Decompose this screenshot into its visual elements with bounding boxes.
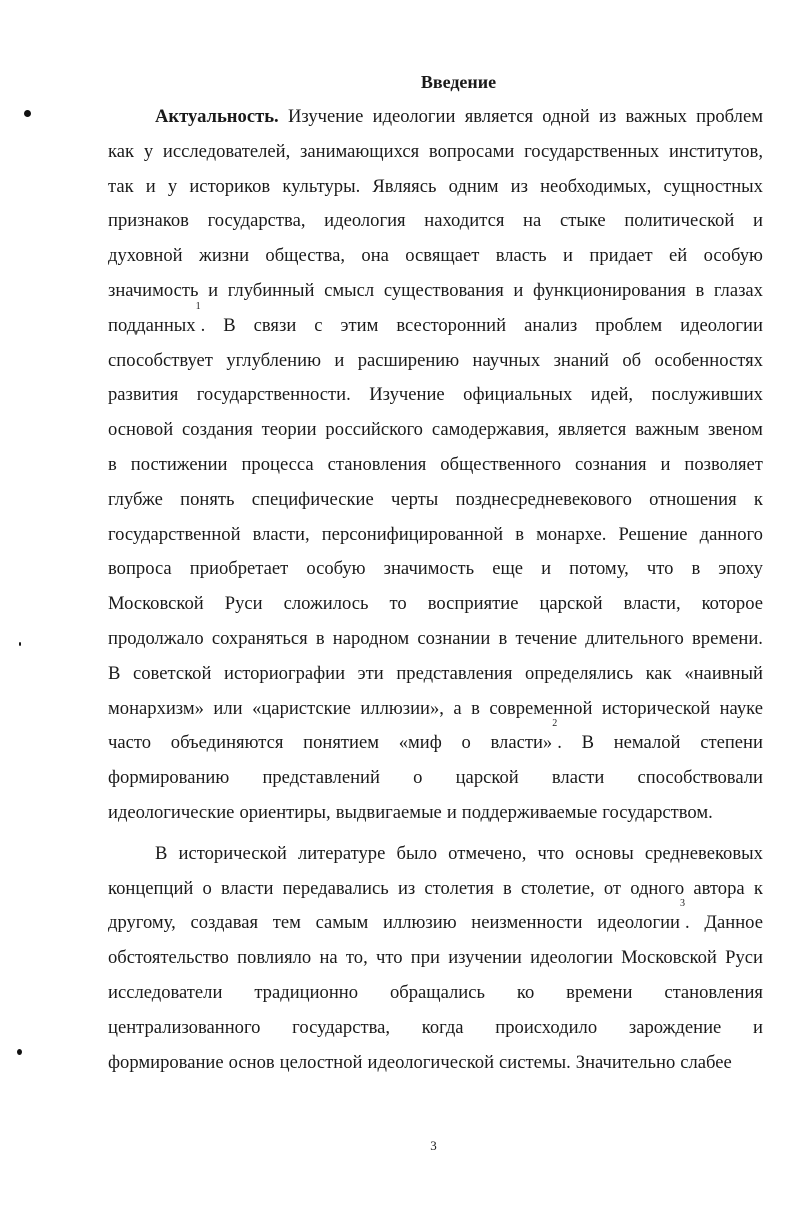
word: послуживших (651, 384, 763, 406)
word: в (515, 523, 524, 545)
text-line (108, 872, 763, 910)
word: смысл (324, 279, 375, 301)
word: знаний (553, 349, 609, 371)
word: Московской (108, 593, 204, 615)
word: представления (396, 662, 513, 684)
word: централизованного (108, 1016, 261, 1038)
word: формированию (108, 767, 230, 789)
word: то (389, 593, 407, 615)
word: потому, (569, 558, 629, 580)
text-line (108, 692, 763, 730)
text-line (108, 300, 763, 344)
word: поддерживаемые (461, 801, 598, 823)
word: автора (693, 877, 745, 899)
word: изучении (448, 947, 522, 969)
word: звеном (707, 419, 763, 441)
word: государством. (602, 801, 713, 823)
word: общественного (440, 453, 561, 475)
word: как (645, 662, 672, 684)
word: и (541, 558, 552, 580)
word: стыке (559, 210, 606, 232)
text-line (108, 483, 763, 518)
word: основы (575, 842, 634, 864)
word: эпоху (718, 558, 763, 580)
word: степени (700, 732, 763, 754)
word: власти»$^2$. (490, 718, 562, 754)
word: духовной (108, 245, 183, 267)
word: освящает (405, 245, 480, 267)
word: на (523, 210, 542, 232)
word: советской (133, 662, 212, 684)
word: создания (182, 419, 253, 441)
word: обращались (389, 981, 485, 1003)
word: вопросами (428, 140, 515, 162)
word: выдвигаемые (335, 801, 442, 823)
footnote-marker: 1 (195, 300, 201, 312)
word: литературе (297, 842, 386, 864)
word: продолжало (108, 627, 204, 649)
word: сохраняться (211, 627, 308, 649)
word: постижении (130, 453, 228, 475)
word: основ (228, 1051, 275, 1073)
word: из (397, 877, 416, 899)
word: из (510, 175, 528, 197)
word: средневековых (644, 842, 763, 864)
word: проблем (696, 106, 763, 127)
word: когда (421, 1016, 464, 1038)
word: связи (253, 314, 297, 336)
word: еще (492, 558, 524, 580)
word: идеологии (372, 106, 456, 127)
word: о (202, 877, 212, 899)
word: понять (180, 488, 235, 510)
word: является (464, 106, 534, 127)
word: течение (515, 627, 578, 649)
paragraph-2 (108, 837, 763, 1081)
word: монархизм» (108, 697, 204, 719)
word: исторической (601, 697, 711, 719)
word: власти (551, 767, 605, 789)
word: функционирования (532, 279, 686, 301)
word: сознании (417, 627, 491, 649)
text-line (108, 837, 763, 872)
word: идей, (590, 384, 634, 406)
text-line (108, 1046, 763, 1081)
word: способствовали (637, 767, 763, 789)
word: самым (315, 912, 369, 934)
word: важных (625, 106, 687, 127)
word: расширению (357, 349, 460, 371)
word: приобретает (189, 558, 289, 580)
word: монархе. (536, 523, 607, 545)
word: времени. (692, 627, 763, 649)
word: власть (495, 245, 547, 267)
scan-dot-middle (19, 642, 21, 646)
word: идеологические (108, 801, 235, 823)
word: государственных (524, 140, 660, 162)
word: идеологии$^3$. (597, 898, 690, 934)
word: значимость (383, 558, 475, 580)
word: и (563, 245, 573, 267)
word: представлений (262, 767, 380, 789)
word: «миф (398, 732, 442, 754)
text-line (108, 239, 763, 274)
word: немалой (613, 732, 681, 754)
word: царской (455, 767, 519, 789)
word: иллюзии», (360, 697, 444, 719)
word: науке (719, 697, 763, 719)
word: В (108, 662, 121, 684)
word: позднесредневекового (455, 488, 632, 510)
word: Руси (224, 593, 263, 615)
word: в (691, 558, 701, 580)
word: исследователей, (162, 140, 291, 162)
word: общества, (265, 245, 346, 267)
word: неизменности (471, 912, 583, 934)
text-line (108, 796, 763, 831)
word: власти, (623, 593, 681, 615)
text-line (108, 552, 763, 587)
word: государства, (292, 1016, 391, 1038)
word: российского (325, 419, 423, 441)
word: о (461, 732, 471, 754)
word: повлияло (237, 947, 312, 969)
word: важным (635, 419, 700, 441)
word: в (315, 627, 325, 649)
word: «царистские (252, 697, 351, 719)
word: сложилось (283, 593, 369, 615)
word: то, (345, 947, 368, 969)
text-line (108, 657, 763, 692)
word: и (334, 349, 345, 371)
word: Изучение (369, 384, 445, 406)
word: и (660, 453, 671, 475)
word: Руси (725, 947, 763, 969)
word: придает (589, 245, 653, 267)
word: у (167, 175, 178, 197)
word: концепций (108, 877, 194, 899)
word: она (361, 245, 389, 267)
word: ей (669, 245, 688, 267)
word: является (558, 419, 627, 441)
word: а (453, 697, 462, 719)
word: в (471, 697, 480, 719)
word: как (108, 140, 135, 162)
word: черты (391, 488, 439, 510)
word: персонифицированной (321, 523, 504, 545)
word: теории (261, 419, 317, 441)
word: власти, (252, 523, 310, 545)
footnote-marker: 3 (680, 898, 686, 910)
word: было (396, 842, 438, 864)
word: народном (332, 627, 410, 649)
word: иллюзию (383, 912, 457, 934)
text-line (108, 941, 763, 976)
text-line (108, 622, 763, 657)
word: В (223, 314, 236, 336)
word: Изучение (287, 106, 364, 127)
word: самодержавия, (431, 419, 550, 441)
word: государственности. (196, 384, 351, 406)
word: традиционно (254, 981, 359, 1003)
word: глубже (108, 488, 163, 510)
word: Московской (621, 947, 717, 969)
word: что (646, 558, 674, 580)
word: проблем (595, 314, 663, 336)
word: В (581, 732, 594, 754)
word: при (410, 947, 440, 969)
word: или (213, 697, 243, 719)
word: идеология (324, 210, 406, 232)
word: Данное (704, 912, 763, 934)
word: официальных (463, 384, 573, 406)
word: об (622, 349, 642, 371)
word: происходило (495, 1016, 598, 1038)
word: отмечено, (448, 842, 527, 864)
text-line (108, 761, 763, 796)
word: царской (539, 593, 603, 615)
word: культуры. (282, 175, 361, 197)
text-line (108, 170, 763, 205)
word: Актуальность. (155, 106, 279, 127)
word: историков (189, 175, 271, 197)
text-line (108, 378, 763, 413)
scan-dot-bottom (17, 1049, 22, 1055)
text-line (108, 518, 763, 553)
page-heading: Введение (420, 72, 497, 92)
word: Значительно (575, 1051, 676, 1073)
word: исследователи (108, 981, 223, 1003)
scan-dot-top (24, 110, 31, 117)
word: которое (701, 593, 763, 615)
word: целостной (279, 1051, 363, 1073)
document-body (108, 100, 763, 1080)
word: зарождение (628, 1016, 722, 1038)
word: с (314, 314, 323, 336)
word: объединяются (170, 732, 284, 754)
text-line (108, 587, 763, 622)
word: ориентиры, (239, 801, 331, 823)
word: формирование (108, 1051, 224, 1073)
word: современной (489, 697, 593, 719)
word: идеологии (680, 314, 763, 336)
footnote-marker: 2 (552, 718, 558, 730)
word: политической (624, 210, 735, 232)
word: из (598, 106, 617, 127)
word: значимость (108, 279, 199, 301)
text-line (108, 135, 763, 170)
word: что (375, 947, 403, 969)
word: В (155, 842, 168, 864)
word: и (513, 279, 524, 301)
word: восприятие (427, 593, 519, 615)
word: Решение (618, 523, 688, 545)
word: на (319, 947, 338, 969)
word: ко (516, 981, 535, 1003)
word: и (208, 279, 219, 301)
word: эти (357, 662, 384, 684)
word: государства, (207, 210, 306, 232)
word: и (446, 801, 457, 823)
text-line (108, 274, 763, 309)
text-line (108, 413, 763, 448)
word: другому, (108, 912, 176, 934)
word: глазах (713, 279, 763, 301)
word: данного (699, 523, 763, 545)
word: столетия (424, 877, 494, 899)
word: длительного (585, 627, 684, 649)
word: научных (472, 349, 541, 371)
word: определялись (525, 662, 634, 684)
word: существования (383, 279, 504, 301)
word: так (108, 175, 134, 197)
word: в (502, 877, 512, 899)
word: и (145, 175, 156, 197)
word: Являясь (372, 175, 437, 197)
word: особенностях (654, 349, 763, 371)
word: передавались (282, 877, 389, 899)
word: и (753, 1016, 763, 1038)
word: одной (542, 106, 590, 127)
word: исторической (178, 842, 287, 864)
word: у (143, 140, 154, 162)
word: развития (108, 384, 179, 406)
word: идеологии (530, 947, 613, 969)
word: создавая (190, 912, 259, 934)
word: от (603, 877, 622, 899)
word: сущностных (663, 175, 763, 197)
text-line (108, 718, 763, 761)
word: глубинный (227, 279, 315, 301)
word: к (753, 488, 763, 510)
word: одного (630, 877, 685, 899)
text-line (108, 1011, 763, 1046)
word: специфические (251, 488, 374, 510)
word: основой (108, 419, 174, 441)
word: в (695, 279, 705, 301)
word: способствует (108, 349, 213, 371)
word: в (108, 453, 117, 475)
paragraph-1 (108, 100, 763, 831)
word: находится (424, 210, 505, 232)
word: идеологической (367, 1051, 495, 1073)
word: анализ (524, 314, 578, 336)
word: сознания (574, 453, 647, 475)
text-line (108, 100, 763, 135)
word: позволяет (684, 453, 763, 475)
word: к (753, 877, 763, 899)
word: признаков (108, 210, 189, 232)
word: государственной (108, 523, 241, 545)
text-line (108, 344, 763, 379)
word: о (413, 767, 423, 789)
word: и (752, 210, 763, 232)
word: «наивный (684, 662, 763, 684)
word: системы. (499, 1051, 571, 1073)
text-line (108, 898, 763, 941)
word: историографии (224, 662, 346, 684)
word: углублению (226, 349, 321, 371)
word: жизни (199, 245, 250, 267)
word: понятием (303, 732, 379, 754)
text-line (108, 448, 763, 483)
word: в (498, 627, 508, 649)
word: тем (272, 912, 301, 934)
word: часто (108, 732, 152, 754)
word: занимающихся (300, 140, 420, 162)
word: что (537, 842, 565, 864)
text-line (108, 204, 763, 239)
word: столетие, (520, 877, 595, 899)
word: необходимых, (540, 175, 652, 197)
word: власти (221, 877, 274, 899)
text-line (108, 976, 763, 1011)
word: слабее (680, 1051, 732, 1073)
word: особую (703, 245, 763, 267)
word: особую (306, 558, 366, 580)
page-number: 3 (430, 1138, 437, 1153)
word: процесса (241, 453, 314, 475)
word: вопроса (108, 558, 172, 580)
word: становления (664, 981, 763, 1003)
word: становления (327, 453, 427, 475)
word: одним (448, 175, 499, 197)
word: этим (340, 314, 379, 336)
word: времени (566, 981, 633, 1003)
word: институтов, (668, 140, 763, 162)
word: всесторонний (396, 314, 507, 336)
word: подданных$^1$. (108, 300, 206, 336)
word: обстоятельство (108, 947, 229, 969)
word: отношения (649, 488, 737, 510)
